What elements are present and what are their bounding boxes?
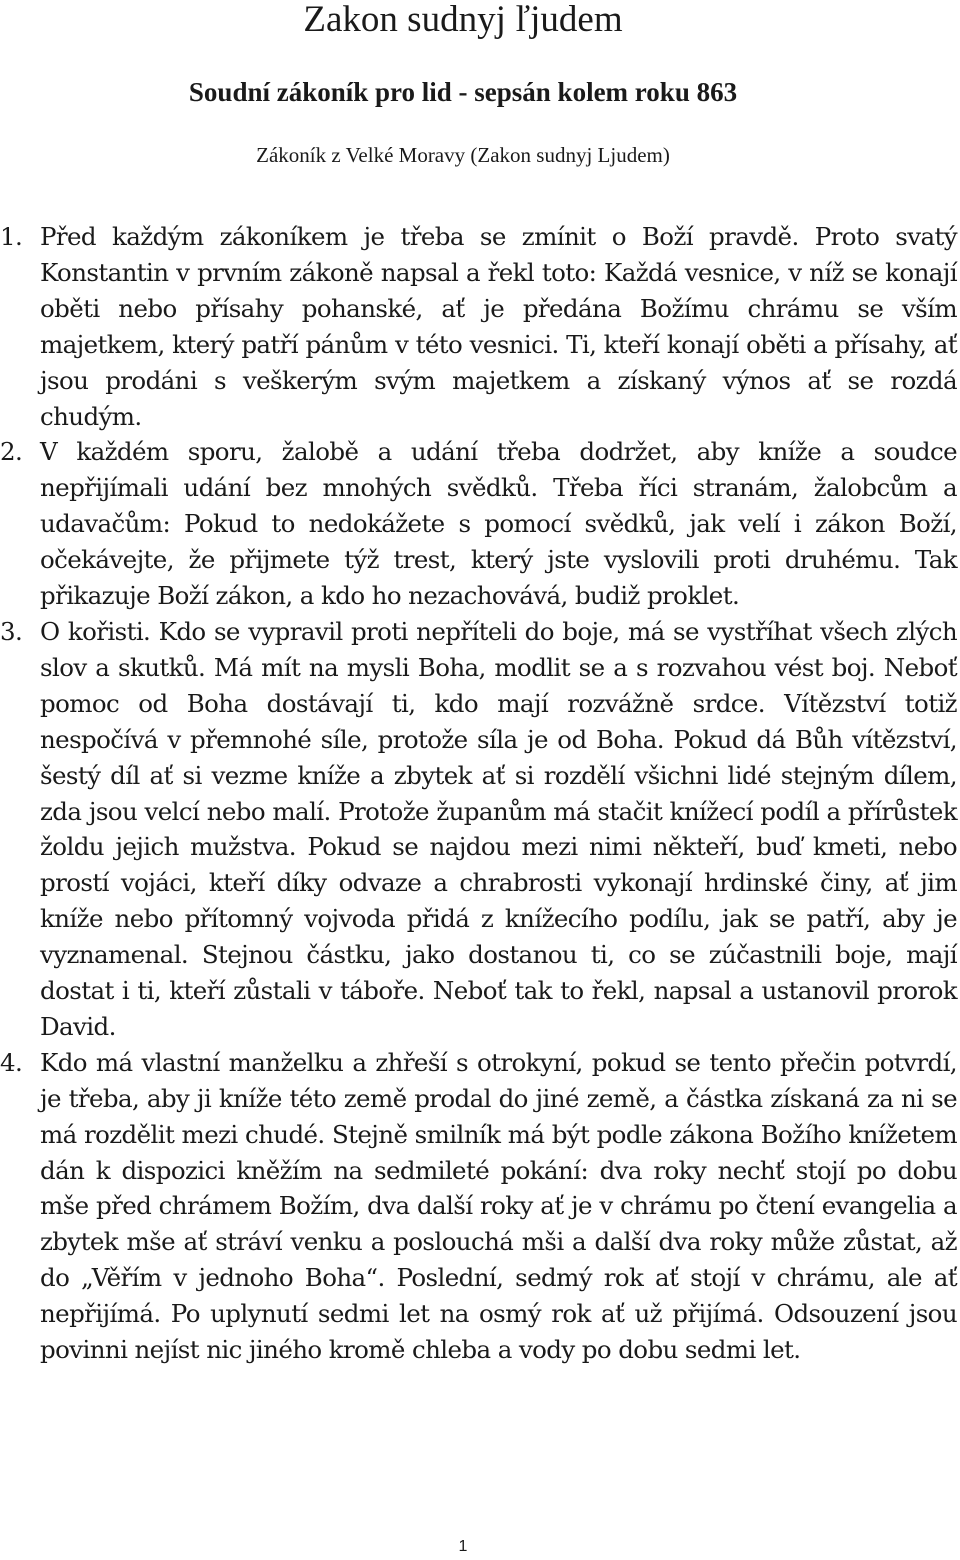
document-title: Zakon sudnyj ľjudem bbox=[303, 0, 623, 40]
article-1 bbox=[0, 219, 957, 434]
article-text: V každém sporu, žalobě a udání třeba dodržet, aby kníže a soudce nepřijímali udání bez mnohých svědků. Třeba říci stranám, žalobcům a udavačům: Pokud to nedokážete s pomocí svědků, jak velí i zákon Boží, očekávejte, že přijmete týž trest, který jste vyslovili proti druhému. Tak přikazuje Boží zákon, a kdo ho nezachovává, budiž proklet. bbox=[40, 437, 957, 611]
article-3 bbox=[0, 614, 957, 1045]
article-number: 4. bbox=[0, 1047, 23, 1077]
source-line: Zákoník z Velké Moravy (Zakon sudnyj Ljudem) bbox=[256, 143, 670, 167]
article-number: 3. bbox=[0, 616, 23, 646]
article-text: O kořisti. Kdo se vypravil proti nepříteli do boje, má se vystříhat všech zlých slov a skutků. Má mít na mysli Boha, modlit se a s rozvahou vést boj. Neboť pomoc od Boha dostávají ti, kdo mají rozvážně srdce. Vítězství totiž nespočívá v přemnohé síle, protože síla je od Boha. Pokud dá Bůh vítězství, šestý díl ať si vezme kníže a zbytek ať si rozdělí všichni lidé stejným dílem, zda jsou velcí nebo malí. Protože županům má stačit knížecí podíl a přírůstek žoldu jejich mužstva. Pokud se najdou mezi nimi někteří, buď kmeti, nebo prostí vojáci, kteří díky odvaze a chrabrosti vykonají hrdinské činy, ať jim kníže nebo přítomný vojvoda přidá z knížecího podílu, jak se patří, aby je vyznamenal. Stejnou částku, jako dostanou ti, co se zúčastnili boje, mají dostat i ti, kteří zůstali v táboře. Neboť tak to řekl, napsal a ustanovil prorok David. bbox=[40, 616, 957, 1041]
article-number: 1. bbox=[0, 222, 23, 251]
article-number: 2. bbox=[0, 437, 23, 467]
page-number: 1 bbox=[458, 1538, 468, 1555]
article-4 bbox=[0, 1045, 957, 1368]
article-text: Před každým zákoníkem je třeba se zmínit o Boží pravdě. Proto svatý Konstantin v prvním zákoně napsal a řekl toto: Každá vesnice, v níž se konají oběti nebo přísahy pohanské, ať je předána Božímu chrámu se vším majetkem, který patří pánům v této vesnici. Ti, kteří konají oběti a přísahy, ať jsou prodáni s veškerým svým majetkem a získaný výnos ať se rozdá chudým. bbox=[40, 222, 957, 431]
article-2 bbox=[0, 434, 957, 614]
document-subtitle: Soudní zákoník pro lid - sepsán kolem roku 863 bbox=[188, 77, 738, 107]
article-list bbox=[0, 219, 957, 1368]
article-text: Kdo má vlastní manželku a zhřeší s otrokyní, pokud se tento přečin potvrdí, je třeba, aby ji kníže této země prodal do jiné země, a částka získaná za ni se má rozdělit mezi chudé. Stejně smilník má být podle zákona Božího knížetem dán k dispozici kněžím na sedmileté pokání: dva roky nechť stojí po dobu mše před chrámem Božím, dva další roky ať je v chrámu po čtení evangelia a zbytek mše ať stráví venku a poslouchá mši a další dva roky může zůstat, až do „Věřím v jednoho Boha“. Poslední, sedmý rok ať stojí v chrámu, ale ať nepřijímá. Po uplynutí sedmi let na osmý rok ať už přijímá. Odsouzení jsou povinni nejíst nic jiného kromě chleba a vody po dobu sedmi let. bbox=[40, 1047, 957, 1365]
